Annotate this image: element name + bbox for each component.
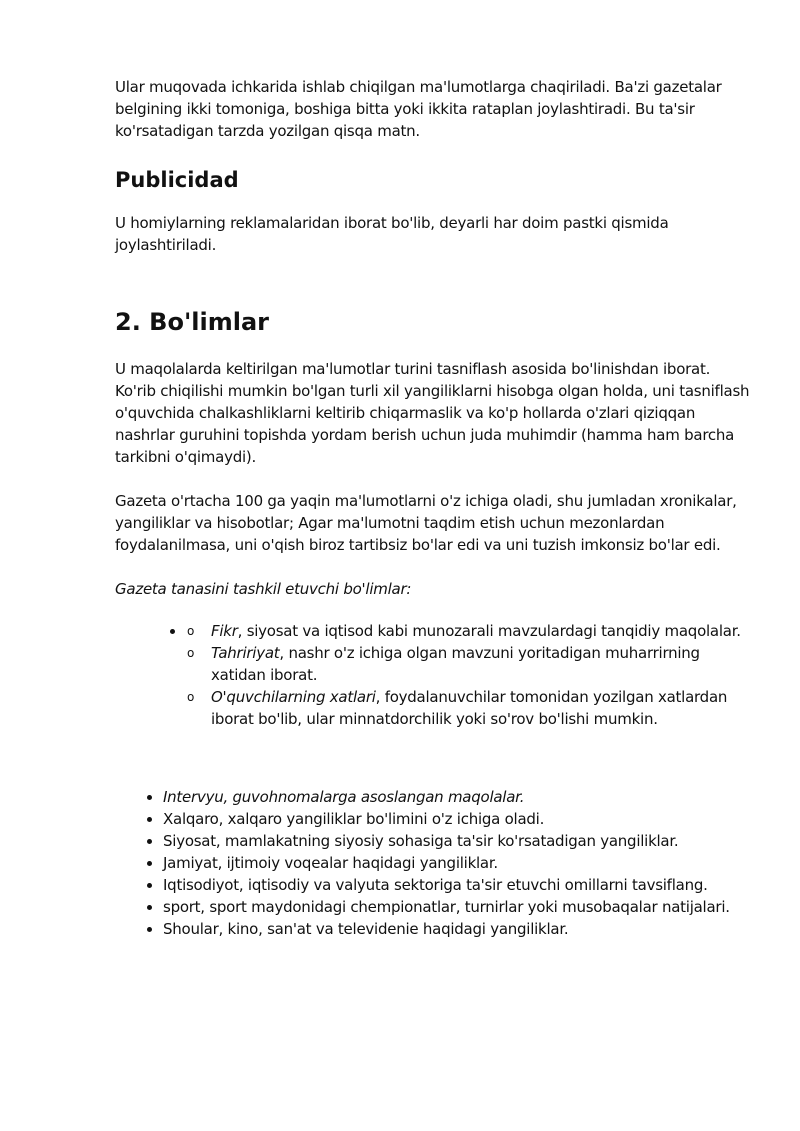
sections-bullet-list xyxy=(115,786,755,940)
document-page xyxy=(115,76,755,940)
sub-item-text: , nashr o'z ichiga olgan mavzuni yoritadigan muharrirning xatidan iborat. xyxy=(211,644,700,684)
intro-paragraph: Ular muqovada ichkarida ishlab chiqilgan ma'lumotlarga chaqiriladi. Ba'zi gazetalar belgining ikki tomoniga, boshiga bitta yoki ikkita rataplan joylashtiradi. Bu ta'sir ko'rsatadigan tarzda yozilgan qisqa matn. xyxy=(115,78,722,140)
outer-bullet-list xyxy=(115,620,755,730)
list-item-text: Intervyu, guvohnomalarga asoslangan maqolalar. xyxy=(163,788,525,806)
sub-item-term: Tahririyat xyxy=(211,644,280,662)
sub-bullet-marker: o xyxy=(187,646,195,660)
sub-list-item xyxy=(187,642,755,686)
list-item xyxy=(163,786,755,808)
sub-item-term: O'quvchilarning xatlari xyxy=(211,688,376,706)
sub-bullet-marker: o xyxy=(187,690,195,704)
list-item: • Iqtisodiyot, iqtisodiy va valyuta sektoriga ta'sir etuvchi omillarni tavsiflang. xyxy=(163,874,755,896)
list-item: • Siyosat, mamlakatning siyosiy sohasiga ta'sir ko'rsatadigan yangiliklar. xyxy=(163,830,755,852)
section-paragraph-1: U maqolalarda keltirilgan ma'lumotlar turini tasniflash asosida bo'linishdan iborat. Ko'rib chiqilishi mumkin bo'lgan turli xil yangiliklarni hisobga olgan holda, uni tasniflash o'quvchida chalkashliklarni keltirib chiqarmaslik va ko'p hollarda o'zlari qiziqqan nashrlar guruhini topishda yordam berish uchun juda muhimdir (hamma ham barcha tarkibni o'qimaydi). xyxy=(115,360,750,466)
sub-item-text: , foydalanuvchilar tomonidan yozilgan xatlardan iborat bo'lib, ular minnatdorchilik yoki so'rov bo'lishi mumkin. xyxy=(211,688,728,728)
list-item: • sport, sport maydonidagi chempionatlar, turnirlar yoki musobaqalar natijalari. xyxy=(163,896,755,918)
sub-list xyxy=(186,620,755,730)
section-paragraph-2: Gazeta o'rtacha 100 ga yaqin ma'lumotlarni o'z ichiga oladi, shu jumladan xronikalar, yangiliklar va hisobotlar; Agar ma'lumotni taqdim etish uchun mezonlardan foydalanilmasa, uni o'qish biroz tartibsiz bo'lar edi va uni tuzish imkonsiz bo'lar edi. xyxy=(115,492,737,554)
list-item: • Xalqaro, xalqaro yangiliklar bo'limini o'z ichiga oladi. xyxy=(163,808,755,830)
outer-bullet-item xyxy=(186,620,755,730)
sections-list-label: Gazeta tanasini tashkil etuvchi bo'limlar: xyxy=(115,580,412,598)
publicidad-heading: Publicidad xyxy=(115,168,239,192)
list-item: • Jamiyat, ijtimoiy voqealar haqidagi yangiliklar. xyxy=(163,852,755,874)
section-heading: 2. Bo'limlar xyxy=(115,308,270,336)
sub-item-text: , siyosat va iqtisod kabi munozarali mavzulardagi tanqidiy maqolalar. xyxy=(237,622,741,640)
sub-bullet-marker: • o xyxy=(187,624,195,638)
list-item: • Shoular, kino, san'at va televidenie haqidagi yangiliklar. xyxy=(163,918,755,940)
sub-list-item xyxy=(187,620,755,642)
sub-list-item xyxy=(187,686,755,730)
sub-item-term: Fikr xyxy=(211,622,238,640)
publicidad-paragraph: U homiylarning reklamalaridan iborat bo'lib, deyarli har doim pastki qismida joylashtiriladi. xyxy=(115,214,669,254)
